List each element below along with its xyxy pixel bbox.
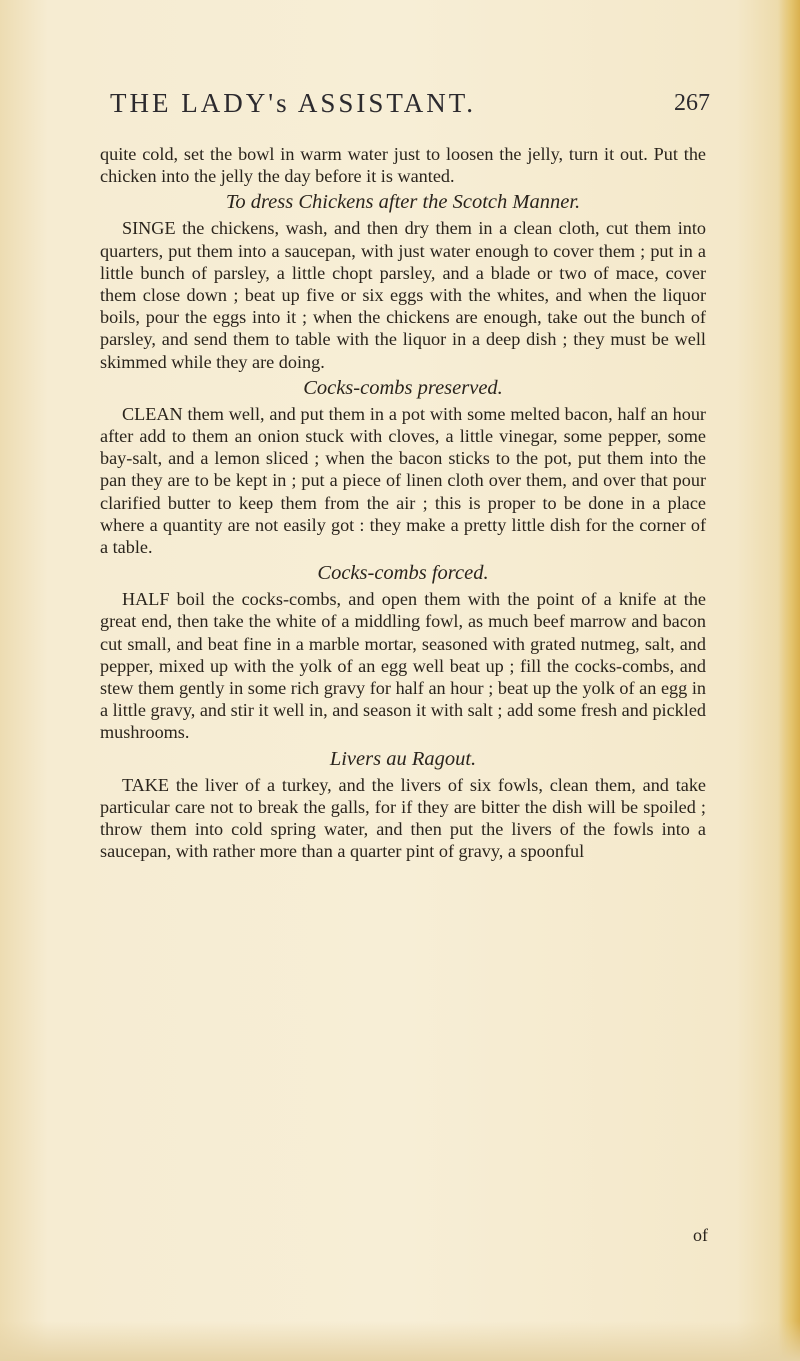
recipe-text-livers-au-ragout: TAKE the liver of a turkey, and the livers of six fowls, clean them, and take particular care not to break the galls, for if they are bitter the dish will be spoiled ; throw them into cold spring water, and then put the livers of the fowls into a saucepan, with rather more than a quarter pint of gravy, a spoonful xyxy=(100,774,706,862)
intro-paragraph: quite cold, set the bowl in warm water just to loosen the jelly, turn it out. Put the chicken into the jelly the day before it is wanted. xyxy=(100,144,706,187)
recipe-heading-cocks-combs-forced: Cocks-combs forced. xyxy=(317,562,489,585)
recipe-text-cocks-combs-forced: HALF boil the cocks-combs, and open them with the point of a knife at the great end, then take the white of a middling fowl, as much beef marrow and bacon cut small, and beat fine in a marble mortar, seasoned with grated nutmeg, salt, and pepper, mixed up with the yolk of an egg well beat up ; fill the cocks-combs, and stew them gently in some rich gravy for half an hour ; beat up the yolk of an egg in a little gravy, and stir it well in, and season it with salt ; add some fresh and pickled mushrooms. xyxy=(100,589,706,743)
recipe-heading-livers-au-ragout: Livers au Ragout. xyxy=(329,747,477,770)
page-edge-shading xyxy=(778,0,800,1361)
catchword: of xyxy=(693,1225,708,1245)
page-bottom-shading xyxy=(0,1321,800,1361)
running-head: THE LADY's ASSISTANT. xyxy=(110,88,476,118)
page-body xyxy=(100,143,706,862)
page-number: 267 xyxy=(674,90,710,116)
recipe-heading-cocks-combs-preserved: Cocks-combs preserved. xyxy=(303,376,503,399)
recipe-text-chickens: SINGE the chickens, wash, and then dry them in a clean cloth, cut them into quarters, put them into a saucepan, with just water enough to cover them ; put in a little bunch of parsley, a little chopt parsley, and a blade or two of mace, cover them close down ; beat up five or six eggs with the whites, and when the liquor boils, pour the eggs into it ; when the chickens are enough, take out the bunch of parsley, and send them to table with the liquor in a deep dish ; they must be well skimmed while they are doing. xyxy=(100,218,706,372)
page-header xyxy=(110,88,710,128)
recipe-text-cocks-combs-preserved: CLEAN them well, and put them in a pot with some melted bacon, half an hour after add to them an onion stuck with cloves, a little vinegar, some pepper, some bay-salt, and a lemon sliced ; when the bacon sticks to the pot, put them into the pan they are to be kept in ; put a piece of linen cloth over them, and over that pour clarified butter to keep them from the air ; this is proper to be done in a place where a quantity are not easily got : they make a pretty little dish for the corner of a table. xyxy=(100,403,706,558)
recipe-heading-chickens: To dress Chickens after the Scotch Manner. xyxy=(225,191,581,214)
